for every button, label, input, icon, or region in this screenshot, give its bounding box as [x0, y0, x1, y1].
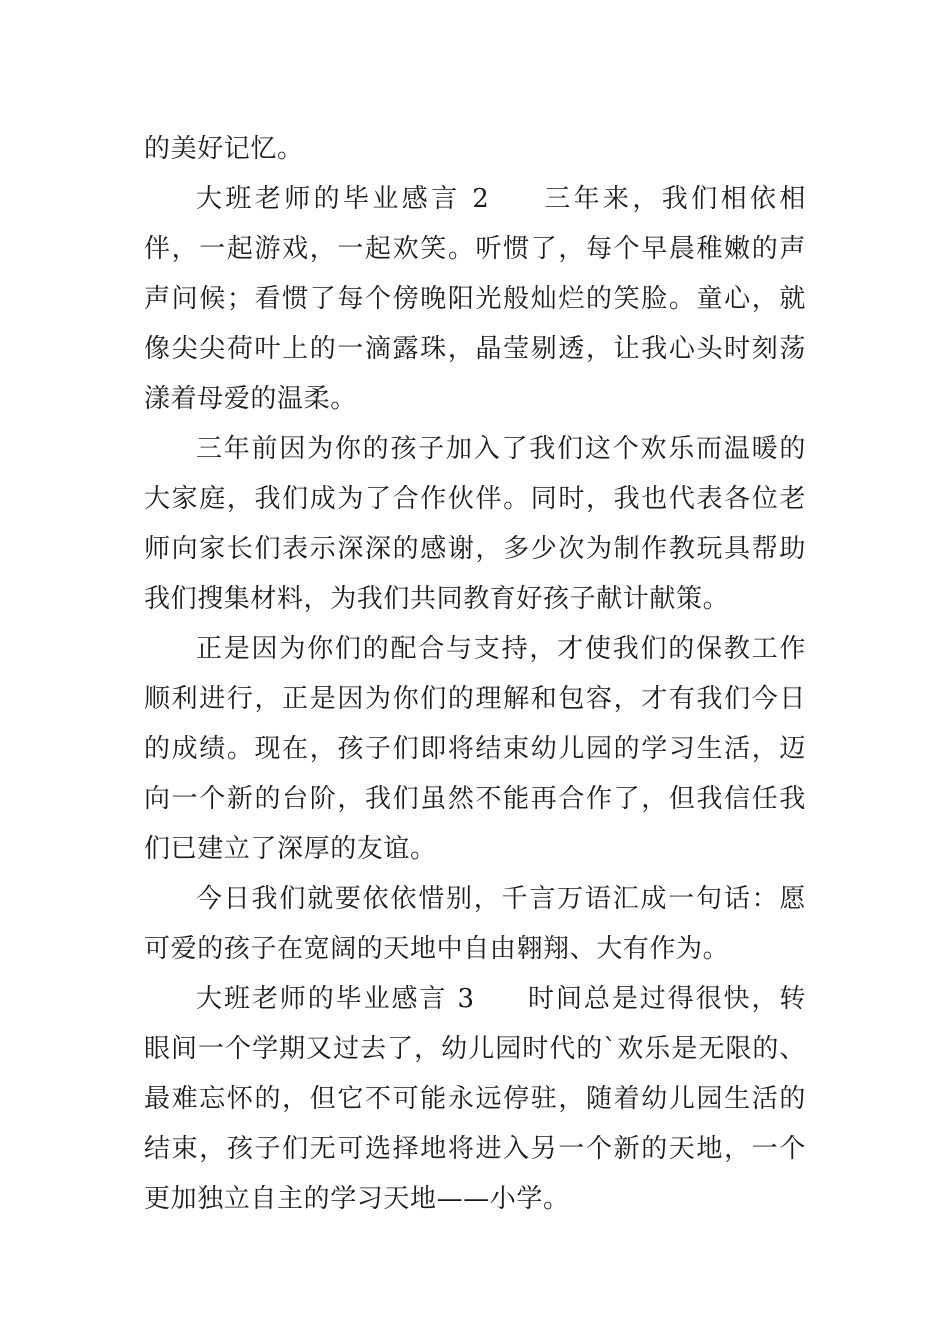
document-body [144, 124, 806, 1224]
paragraph [144, 874, 806, 974]
paragraph-section-2 [144, 174, 806, 424]
paragraph-text: 的美好记忆。 [144, 134, 304, 164]
paragraph-text: 正是因为你们的配合与支持，才使我们的保教工作顺利进行，正是因为你们的理解和包容，才有我们今日的成绩。现在，孩子们即将结束幼儿园的学习生活，迈向一个新的台阶，我们虽然不能再合作了，但我信任我们已建立了深厚的友谊。 [144, 634, 806, 864]
section-heading-2: 大班老师的毕业感言 2 [196, 184, 490, 214]
paragraph-section-3 [144, 974, 806, 1224]
paragraph-text: 时间总是过得很快，转眼间一个学期又过去了，幼儿园时代的`欢乐是无限的、最难忘怀的，但它不可能永远停驻，随着幼儿园生活的结束，孩子们无可选择地将进入另一个新的天地，一个更加独立自主的学习天地——小学。 [144, 984, 806, 1214]
paragraph [144, 424, 806, 624]
paragraph-text: 今日我们就要依依惜别，千言万语汇成一句话：愿可爱的孩子在宽阔的天地中自由翱翔、大有作为。 [144, 884, 806, 964]
paragraph [144, 624, 806, 874]
paragraph-text: 三年前因为你的孩子加入了我们这个欢乐而温暖的大家庭，我们成为了合作伙伴。同时，我也代表各位老师向家长们表示深深的感谢，多少次为制作教玩具帮助我们搜集材料，为我们共同教育好孩子献计献策。 [144, 434, 806, 614]
paragraph-continuation [144, 124, 806, 174]
section-heading-3: 大班老师的毕业感言 3 [196, 984, 475, 1014]
paragraph-text: 三年来，我们相依相伴，一起游戏，一起欢笑。听惯了，每个早晨稚嫩的声声问候；看惯了每个傍晚阳光般灿烂的笑脸。童心，就像尖尖荷叶上的一滴露珠，晶莹剔透，让我心头时刻荡漾着母爱的温柔。 [144, 184, 806, 414]
